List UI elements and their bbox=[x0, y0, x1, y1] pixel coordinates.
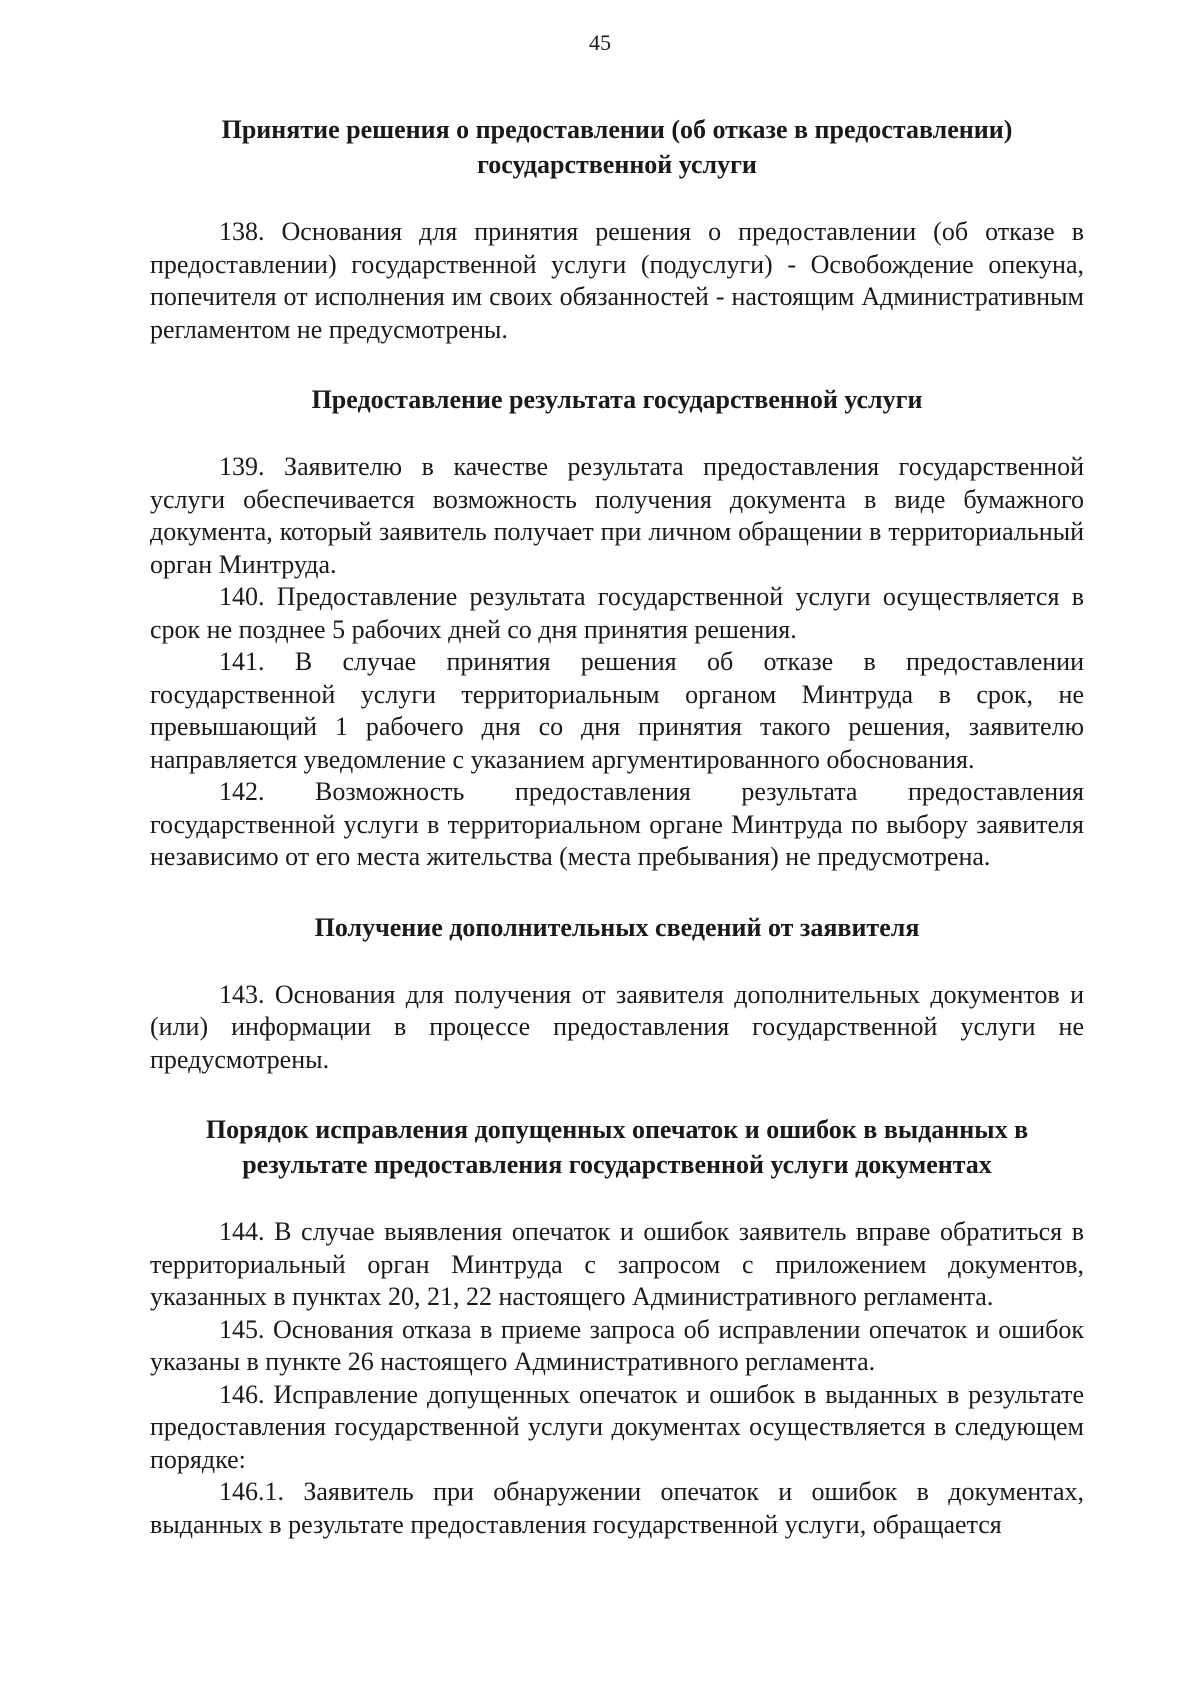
paragraph-146-1: 146.1. Заявитель при обнаружении опечаток и ошибок в документах, выданных в результате предоставления государственной услуги, обращается bbox=[150, 1477, 1084, 1539]
paragraph-146: 146. Исправление допущенных опечаток и ошибок в выданных в результате предоставления государственной услуги документах осуществляется в следующем порядке: bbox=[150, 1379, 1084, 1474]
section-heading-result: Предоставление результата государственной услуги bbox=[311, 385, 923, 414]
section-additional-info bbox=[150, 910, 1084, 1077]
paragraph-144: 144. В случае выявления опечаток и ошибок заявитель вправе обратиться в территориальный орган Минтруда с запросом с приложением документов, указанных в пунктах 20, 21, 22 настоящего Административного регламента. bbox=[150, 1217, 1084, 1311]
section-result bbox=[150, 382, 1084, 874]
paragraph-143: 143. Основания для получения от заявителя дополнительных документов и (или) информации в процессе предоставления государственной услуги не предусмотрены. bbox=[150, 979, 1084, 1074]
section-decision bbox=[150, 112, 1084, 346]
section-corrections bbox=[150, 1112, 1084, 1541]
paragraph-141: 141. В случае принятия решения об отказе в предоставлении государственной услуги территориальным органом Минтруда в срок, не превышающий 1 рабочего дня со дня принятия такого решения, заявителю направляется уведомление с указанием аргументированного обоснования. bbox=[150, 647, 1084, 774]
paragraph-145: 145. Основания отказа в приеме запроса об исправлении опечаток и ошибок указаны в пункте 26 настоящего Административного регламента. bbox=[150, 1314, 1084, 1376]
section-heading-decision bbox=[150, 112, 1084, 182]
heading-line-2: государственной услуги bbox=[477, 150, 757, 179]
paragraph-142: 142. Возможность предоставления результата предоставления государственной услуги в территориальном органе Минтруда по выбору заявителя независимо от его места жительства (места пребывания) не предусмотрена. bbox=[150, 777, 1084, 871]
section-heading-corrections bbox=[150, 1112, 1084, 1182]
page-number: 45 bbox=[589, 30, 611, 55]
heading-line-1: Порядок исправления допущенных опечаток и ошибок в выданных в bbox=[205, 1115, 1029, 1144]
section-heading-additional-info: Получение дополнительных сведений от заявителя bbox=[314, 912, 920, 942]
paragraph-139: 139. Заявителю в качестве результата предоставления государственной услуги обеспечивается возможность получения документа в виде бумажного документа, который заявитель получает при личном обращении в территориальный орган Минтруда. bbox=[150, 452, 1084, 579]
page-content bbox=[150, 112, 1084, 1541]
heading-line-1: Принятие решения о предоставлении (об отказе в предоставлении) bbox=[221, 115, 1013, 144]
paragraph-140: 140. Предоставление результата государственной услуги осуществляется в срок не позднее 5 рабочих дней со дня принятия решения. bbox=[150, 582, 1084, 644]
paragraph-138: 138. Основания для принятия решения о предоставлении (об отказе в предоставлении) государственной услуги (подуслуги) - Освобождение опекуна, попечителя от исполнения им своих обязанностей - настоящим Административным регламентом не предусмотрены. bbox=[150, 217, 1084, 344]
heading-line-2: результате предоставления государственной услуги документах bbox=[242, 1150, 992, 1179]
